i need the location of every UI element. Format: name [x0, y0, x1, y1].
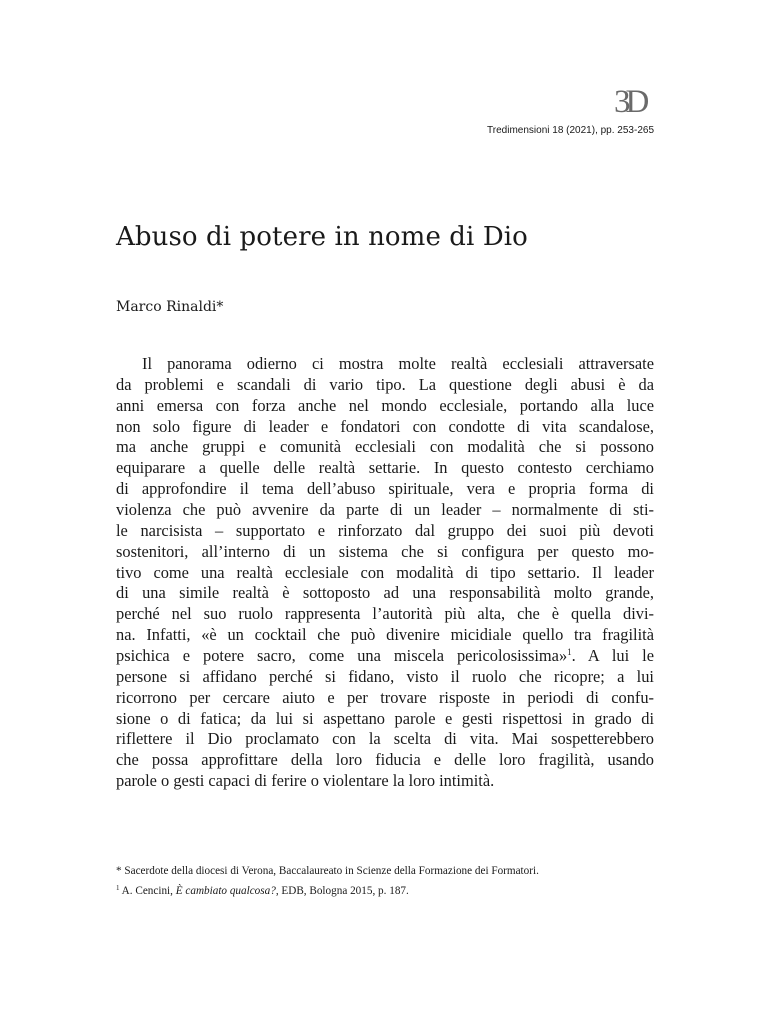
- footnote-1-author: A. Cencini,: [119, 885, 176, 897]
- body-line: di approfondire il tema dell’abuso spirituale, vera e propria forma di: [116, 479, 654, 499]
- body-line: di una simile realtà è sottoposto ad una responsabilità molto grande,: [116, 583, 654, 603]
- footnote-ref-1: 1: [567, 647, 572, 658]
- footnotes: [116, 861, 676, 901]
- footnote-1-marker: 1: [116, 884, 120, 892]
- body-line: anni emersa con forza anche nel mondo ecclesiale, portando alla luce: [116, 395, 654, 415]
- body-line: violenza che può avvenire da parte di un leader – normalmente di sti-: [116, 500, 654, 520]
- body-line-tail: . A lui le: [571, 646, 654, 666]
- journal-reference: Tredimensioni 18 (2021), pp. 253-265: [487, 125, 654, 136]
- journal-logo: 3D: [614, 84, 645, 120]
- article-author: Marco Rinaldi*: [116, 299, 224, 315]
- body-line: riflettere il Dio proclamato con la scelta di vita. Mai sospetterebbero: [116, 729, 654, 749]
- body-line: che possa approfittare della loro fiducia e delle loro fragilità, usando: [116, 750, 654, 770]
- body-line-with-footnote: [116, 646, 654, 667]
- body-line: parole o gesti capaci di ferire o violentare la loro intimità.: [116, 771, 495, 791]
- body-line: persone si affidano perché si fidano, visto il ruolo che ricopre; a lui: [116, 666, 654, 686]
- body-line: Il panorama odierno ci mostra molte realtà ecclesiali attraversate: [142, 354, 654, 373]
- body-line: equiparare a quelle delle realtà settarie. In questo contesto cerchiamo: [116, 458, 654, 478]
- body-line: sione o di fatica; da lui si aspettano parole e gesti rispettosi in grado di: [116, 708, 654, 728]
- footnote-author-affiliation: * Sacerdote della diocesi di Verona, Baccalaureato in Scienze della Formazione dei Formatori.: [116, 865, 539, 877]
- footnote-1-publication: , EDB, Bologna 2015, p. 187.: [275, 885, 409, 897]
- body-line: da problemi e scandali di vario tipo. La questione degli abusi è da: [116, 374, 654, 394]
- body-line: na. Infatti, «è un cocktail che può divenire micidiale quello tra fragilità: [116, 625, 654, 645]
- footnote-1: [116, 881, 676, 901]
- body-line: le narcisista – supportato e rinforzato dal gruppo dei suoi più devoti: [116, 520, 654, 540]
- body-line-text: psichica e potere sacro, come una miscela pericolosissima»: [116, 646, 568, 666]
- body-line: tivo come una realtà ecclesiale con modalità di tipo settario. Il leader: [116, 562, 654, 582]
- body-line: ricorrono per cercare aiuto e per trovare risposte in periodi di confu-: [116, 687, 654, 707]
- body-line: non solo figure di leader e fondatori con condotte di vita scandalose,: [116, 416, 654, 436]
- article-body: [116, 354, 654, 792]
- footnote-1-book-title: È cambiato qualcosa?: [175, 885, 276, 897]
- body-line: perché nel suo ruolo rappresenta l’autorità più alta, che è quella divi-: [116, 604, 654, 624]
- body-line: sostenitori, all’interno di un sistema che si configura per questo mo-: [116, 541, 654, 561]
- article-title: Abuso di potere in nome di Dio: [116, 222, 528, 252]
- body-line: ma anche gruppi e comunità ecclesiali con modalità che si possono: [116, 437, 654, 457]
